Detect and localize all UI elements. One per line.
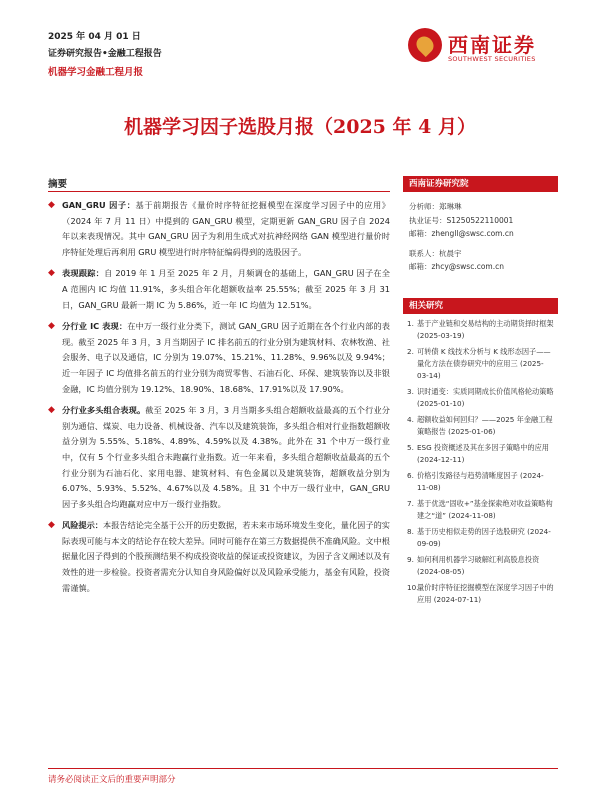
related-report-title: 基于优选“固收+”基金探索绝对收益策略构建之“道” [417, 498, 553, 520]
research-institute-header: 西南证券研究院 [403, 176, 558, 192]
bullet-text: 本报告结论完全基于公开的历史数据，若未来市场环境发生变化，量化因子的实际表现可能与本文的结论存在较大差异。同时可能存在第三方数据提供不准确风险。文中根据量化因子得到的个股预测结果不构成投资收益的保证或投资建议，为因子含义阐述以及有效性的进一步检验。投资者需充分认知自身风险偏好以及风险承受能力，基金有风险，投资需谨慎。 [62, 520, 390, 593]
related-report-date: (2024-12-11) [417, 454, 465, 464]
related-report-date: (2024-07-11) [433, 594, 482, 604]
bullet-diamond-icon: ◆ [48, 405, 55, 416]
abstract-bullet [48, 403, 390, 512]
analyst-cert: 执业证号：S1250522110001 [409, 215, 514, 225]
related-report-item[interactable]: 8. 基于历史相似走势的因子选股研究 (2024-09-09) [407, 526, 551, 548]
related-report-item[interactable]: 4. 超额收益如何回归？——2025 年金融工程策略报告 (2025-01-06) [407, 414, 553, 436]
contact-name: 联系人：杭晨宇 [409, 248, 462, 258]
related-report-item[interactable]: 3. 识时通变：实质同期成长价值风格轮动策略 (2025-01-10) [407, 386, 554, 408]
bullet-heading: 风险提示： [62, 520, 103, 531]
page-title: 机器学习因子选股月报（2025 年 4 月） [124, 116, 476, 138]
related-report-title: 价格引发路径与趋势清晰度因子 [417, 470, 518, 480]
related-research-list [403, 314, 558, 606]
abstract-divider [48, 191, 390, 192]
related-report-date: (2024-08-05) [417, 566, 465, 576]
logo-emblem-icon [408, 28, 442, 62]
analyst-info [403, 192, 558, 274]
related-report-item[interactable]: 1. 基于产业链和交易结构的主动期货择时框架 (2025-03-19) [407, 318, 554, 340]
related-report-date: (2024-09-09) [417, 526, 551, 548]
analyst-name: 分析师：郑琳琳 [409, 202, 462, 211]
report-series: 机器学习金融工程月报 [48, 67, 144, 78]
related-report-title: 如何利用机器学习破解红利高股息投资 [417, 554, 540, 564]
report-type: 证券研究报告•金融工程报告 [48, 49, 162, 59]
bullet-diamond-icon: ◆ [48, 321, 55, 332]
abstract-bullet [48, 319, 390, 397]
bullet-text: 基于前期报告《量价时序特征挖掘模型在深度学习因子中的应用》（2024 年 7 月 11 日）中提到的 GAN_GRU 模型，定期更新 GAN_GRU 因子自 2024 年以来表现情况。其中 GAN_GRU 因子为利用生成式对抗神经网络 GAN 模型进行量价时序特征处理后再利用 GRU 模型进行时序特征编码得到的选股因子。 [62, 200, 390, 257]
related-report-item[interactable]: 6. 价格引发路径与趋势清晰度因子 (2024-11-08) [407, 470, 544, 492]
abstract-bullets [48, 198, 390, 602]
logo-chinese-name: 西南证券 [448, 33, 536, 57]
logo-english-name: SOUTHWEST SECURITIES [448, 55, 536, 63]
related-report-title: 基于历史相似走势的因子选股研究 [417, 526, 525, 536]
related-report-title: 量价时序特征挖掘模型在深度学习因子中的应用 [417, 582, 554, 604]
bullet-text: 在中万一级行业分类下，测试 GAN_GRU 因子近期在各个行业内部的表现。截至 2025 年 3 月，3 月当期因子 IC 排名前五的行业分别为建筑材料、农林牧渔、社会服务、电子以及通信，IC 分别为 19.07%、15.21%、11.28%、9.96%以及 9.94%；近一年因子 IC 均值排名前五的行业分别为商贸零售、石油石化、环保、建筑装饰以及非银金融，IC 均值分别为 19.12%、18.90%、18.68%、17.91%以及 17.90%。 [62, 321, 390, 394]
contact-email[interactable]: 邮箱：zhcy@swsc.com.cn [409, 262, 504, 271]
bullet-diamond-icon: ◆ [48, 268, 55, 279]
bullet-text: 截至 2025 年 3 月，3 月当期多头组合超额收益最高的五个行业分别为通信、煤炭、电力设备、机械设备、汽车以及建筑装饰，多头组合相对行业指数超额收益分别为 5.55%、5.18%、4.89%、4.59%以及 4.38%。此外在 31 个中万一级行业中，仅有 5 个行业多头组合未跑赢行业指数。近一年来看，多头组合超额收益最高的五个行业分别为石油石化、家用电器、建筑材料、有色金属以及建筑装饰，超额收益分别为 6.07%、5.93%、5.52%、4.67%以及 4.58%。且 31 个中万一级行业中，GAN_GRU 因子多头组合均跑赢对应中万一级行业指数。 [62, 405, 390, 509]
related-report-date: (2025-01-10) [417, 398, 465, 408]
related-report-title: ESG 投资概述及其在多因子策略中的应用 [417, 442, 549, 452]
related-report-date: (2025-03-19) [417, 330, 465, 340]
footer-divider [48, 768, 558, 769]
analyst-email[interactable]: 邮箱：zhengll@swsc.com.cn [409, 229, 514, 238]
related-report-title: 基于产业链和交易结构的主动期货择时框架 [417, 318, 554, 328]
related-report-item[interactable]: 9. 如何利用机器学习破解红利高股息投资 (2024-08-05) [407, 554, 540, 576]
related-research-header: 相关研究 [403, 298, 558, 314]
bullet-heading: 表现跟踪： [62, 268, 105, 279]
bullet-text: 自 2019 年 1 月至 2025 年 2 月，月频调仓的基础上，GAN_GRU 因子在全 A 范围内 IC 均值 11.91%，多头组合年化超额收益率 25.55%；截至 2025 年 3 月 31 日，GAN_GRU 最新一期 IC 为 5.86%，近一年 IC 均值为 12.51%。 [62, 268, 390, 310]
related-report-item[interactable]: 2. 可转债 K 线技术分析与 K 线形态因子——量化方法在债券研究中的应用三 (2025-03-14) [407, 346, 551, 380]
related-report-title: 可转债 K 线技术分析与 K 线形态因子——量化方法在债券研究中的应用三 [417, 346, 551, 368]
abstract-heading: 摘要 [48, 179, 68, 190]
abstract-bullet [48, 198, 390, 260]
bullet-heading: GAN_GRU 因子： [62, 200, 136, 210]
footer-disclaimer: 请务必阅读正文后的重要声明部分 [48, 775, 176, 785]
bullet-heading: 分行业 IC 表现： [62, 321, 128, 332]
related-report-item[interactable]: 10. 量价时序特征挖掘模型在深度学习因子中的应用 (2024-07-11) [407, 582, 554, 604]
related-report-date: (2025-01-06) [448, 426, 496, 436]
related-report-date: (2024-11-08) [448, 510, 496, 520]
abstract-bullet [48, 266, 390, 313]
related-report-date: (2025-03-14) [417, 358, 544, 380]
related-report-item[interactable]: 5. ESG 投资概述及其在多因子策略中的应用 (2024-12-11) [407, 442, 549, 464]
sidebar [403, 176, 558, 610]
abstract-bullet [48, 518, 390, 596]
company-logo [408, 26, 558, 72]
related-report-item[interactable]: 7. 基于优选“固收+”基金探索绝对收益策略构建之“道” (2024-11-08) [407, 498, 553, 520]
bullet-diamond-icon: ◆ [48, 520, 55, 531]
related-report-title: 识时通变：实质同期成长价值风格轮动策略 [417, 386, 554, 396]
bullet-heading: 分行业多头组合表现。 [62, 405, 146, 416]
bullet-diamond-icon: ◆ [48, 200, 55, 210]
related-report-date: (2024-11-08) [417, 470, 544, 492]
related-report-title: 超额收益如何回归？——2025 年金融工程策略报告 [417, 414, 553, 436]
report-date: 2025 年 04 月 01 日 [48, 32, 141, 42]
